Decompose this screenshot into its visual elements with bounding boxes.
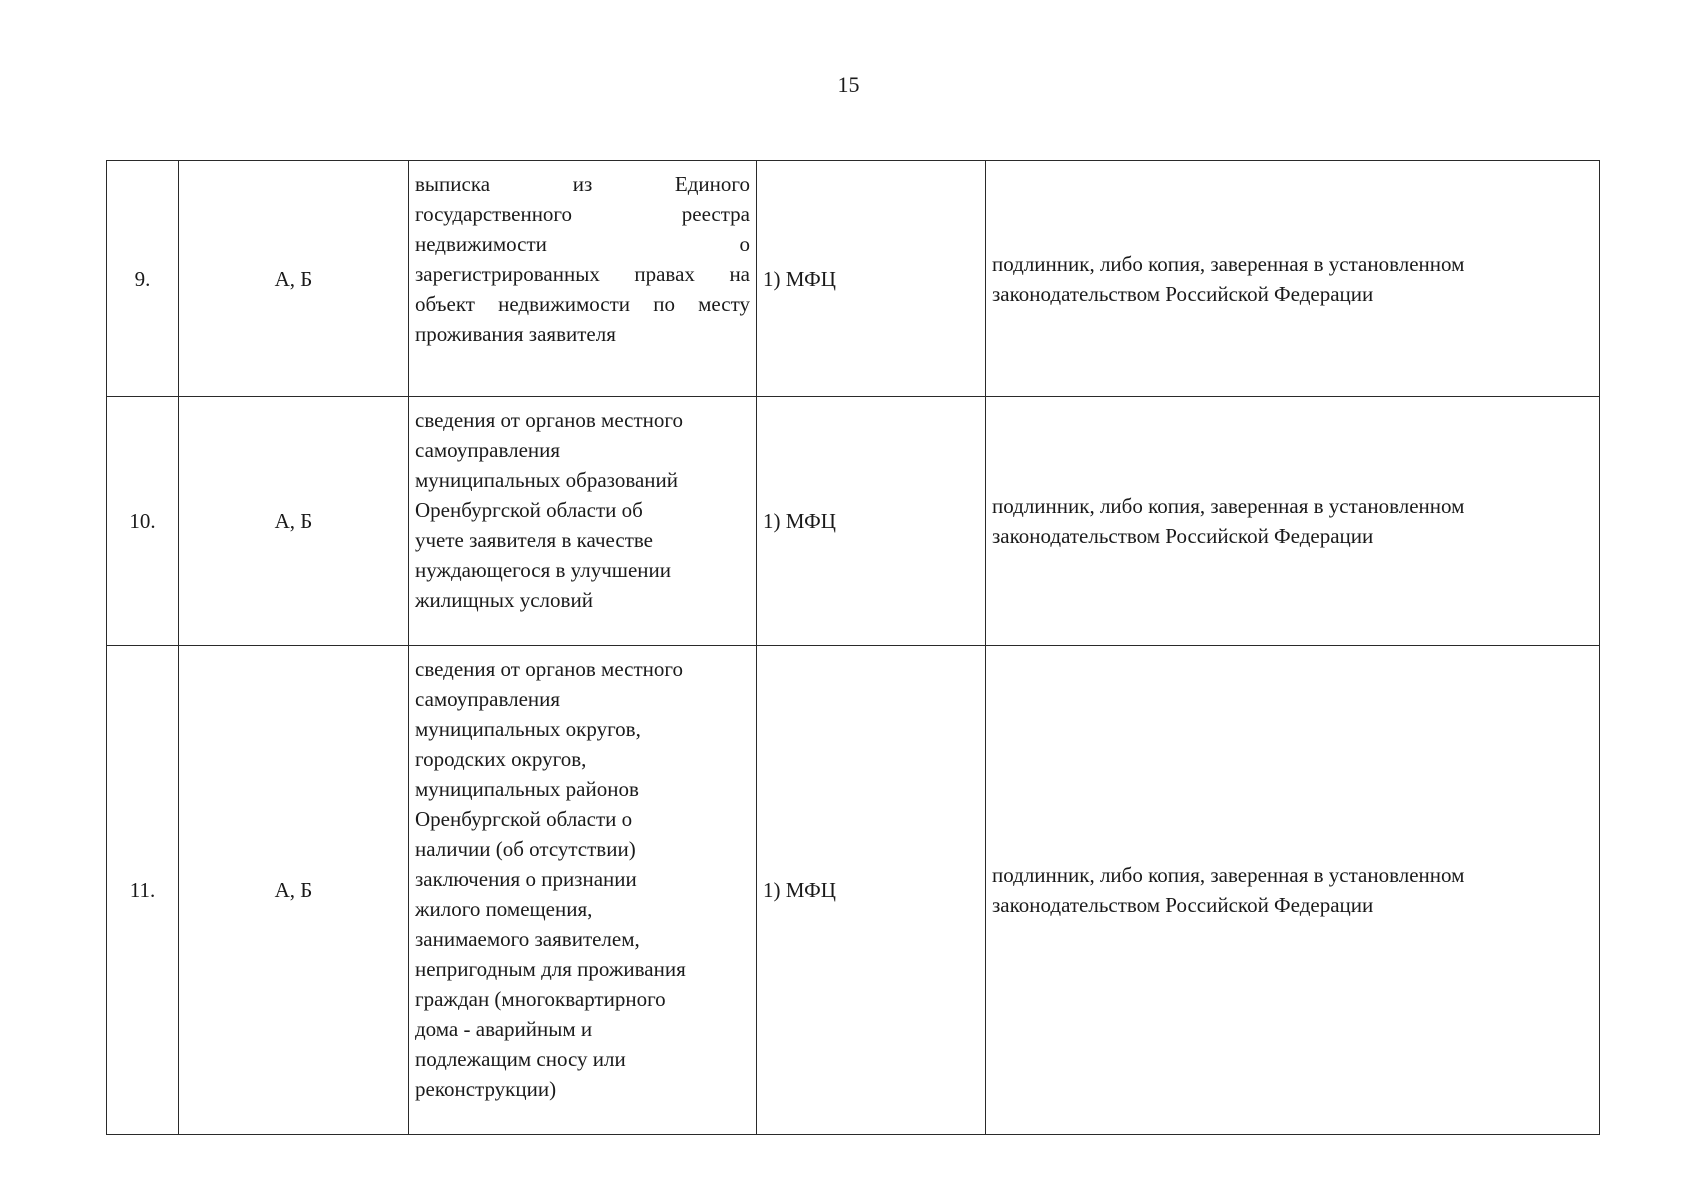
table-row bbox=[107, 161, 1600, 397]
applicant-category: А, Б bbox=[179, 397, 409, 646]
document-line: жилого помещения, bbox=[415, 897, 593, 921]
document-line: учете заявителя в качестве bbox=[415, 528, 653, 552]
page-number: 15 bbox=[837, 72, 860, 97]
document-form-text: подлинник, либо копия, заверенная в установленном законодательством Российской Федерации bbox=[992, 251, 1465, 306]
document-line: нуждающегося в улучшении bbox=[415, 558, 671, 582]
document-line: заключения о признании bbox=[415, 867, 637, 891]
document-line: самоуправления bbox=[415, 687, 561, 711]
document-line: недвижимости о bbox=[415, 232, 750, 256]
document-description bbox=[409, 397, 757, 646]
row-number: 10. bbox=[107, 397, 179, 646]
document-line: муниципальных образований bbox=[415, 468, 678, 492]
row-number: 9. bbox=[107, 161, 179, 397]
issuing-organization: 1) МФЦ bbox=[757, 397, 986, 646]
document-line: государственного реестра bbox=[415, 202, 750, 226]
document-line: самоуправления bbox=[415, 438, 561, 462]
document-line: дома - аварийным и bbox=[415, 1017, 593, 1041]
document-line: зарегистрированных правах на bbox=[415, 262, 750, 286]
document-description bbox=[409, 646, 757, 1135]
applicant-category: А, Б bbox=[179, 646, 409, 1135]
table-row bbox=[107, 646, 1600, 1135]
issuing-organization: 1) МФЦ bbox=[757, 161, 986, 397]
document-line: жилищных условий bbox=[415, 588, 593, 612]
document-form bbox=[986, 161, 1600, 397]
document-line: Оренбургской области о bbox=[415, 807, 633, 831]
document-line: непригодным для проживания bbox=[415, 957, 686, 981]
document-line: объект недвижимости по месту bbox=[415, 292, 750, 316]
document-line: городских округов, bbox=[415, 747, 587, 771]
document-line: сведения от органов местного bbox=[415, 657, 683, 681]
document-line: реконструкции) bbox=[415, 1077, 557, 1101]
document-form-text: подлинник, либо копия, заверенная в установленном законодательством Российской Федерации bbox=[992, 494, 1465, 548]
applicant-category: А, Б bbox=[179, 161, 409, 397]
row-number: 11. bbox=[107, 646, 179, 1135]
document-form-text: подлинник, либо копия, заверенная в установленном законодательством Российской Федерации bbox=[992, 863, 1465, 917]
document-line: подлежащим сносу или bbox=[415, 1047, 626, 1071]
issuing-organization: 1) МФЦ bbox=[757, 646, 986, 1135]
document-line: муниципальных районов bbox=[415, 777, 639, 801]
document-line: Оренбургской области об bbox=[415, 498, 643, 522]
document-line: сведения от органов местного bbox=[415, 408, 683, 432]
document-line: проживания заявителя bbox=[415, 322, 616, 346]
document-line: занимаемого заявителем, bbox=[415, 927, 640, 951]
document-line: наличии (об отсутствии) bbox=[415, 837, 636, 861]
document-line: граждан (многоквартирного bbox=[415, 987, 666, 1011]
documents-table bbox=[106, 160, 1600, 1135]
document-description bbox=[409, 161, 757, 397]
document-form bbox=[986, 646, 1600, 1135]
document-line: выписка из Единого bbox=[415, 172, 750, 196]
table-row bbox=[107, 397, 1600, 646]
document-form bbox=[986, 397, 1600, 646]
document-line: муниципальных округов, bbox=[415, 717, 641, 741]
